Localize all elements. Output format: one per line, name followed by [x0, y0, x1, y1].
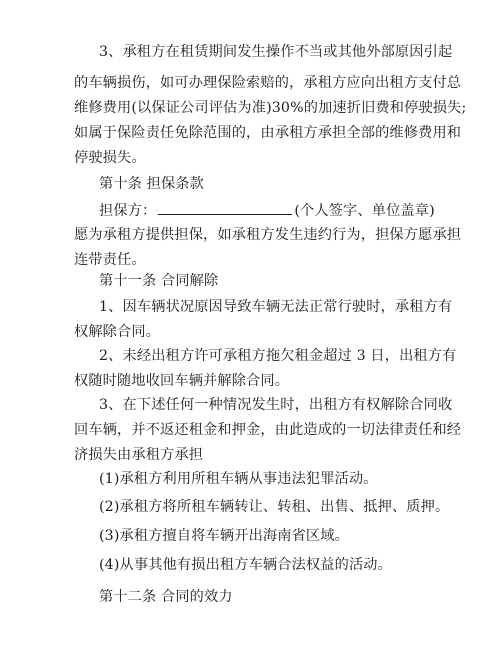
clause3-line3: 维修费用(以保证公司评估为准)30%的加速折旧费和停驶损失; — [74, 100, 467, 116]
article11-p3-line3: 济损失由承租方承担 — [74, 447, 204, 463]
article10-line2: 愿为承租方提供担保，如承租方发生违约行为，担保方愿承担 — [74, 227, 462, 243]
guarantor-note: (个人签字、单位盖章) — [294, 203, 435, 219]
article11-p1-line2: 权解除合同。 — [74, 324, 161, 340]
guarantor-signature-blank — [158, 200, 292, 215]
article11-p2-line2: 权随时随地收回车辆并解除合同。 — [74, 373, 290, 389]
clause3-line2: 的车辆损伤，如可办理保险索赔的，承租方应向出租方支付总 — [74, 75, 462, 91]
article12-heading: 第十二条 合同的效力 — [99, 589, 233, 605]
article11-item2: (2)承租方将所租车辆转让、转租、出售、抵押、质押。 — [99, 499, 450, 515]
guarantor-line — [99, 200, 435, 221]
article11-item4: (4)从事其他有损出租方车辆合法权益的活动。 — [99, 557, 392, 573]
article11-p3-line2: 回车辆，并不返还租金和押金，由此造成的一切法律责任和经 — [74, 422, 462, 438]
article11-p1-line1: 1、因车辆状况原因导致车辆无法正常行驶时，承租方有 — [99, 299, 453, 315]
guarantor-label: 担保方： — [99, 203, 157, 219]
article11-heading: 第十一条 合同解除 — [99, 273, 219, 289]
clause3-line1: 3、承租方在租赁期间发生操作不当或其他外部原因引起 — [99, 44, 453, 60]
article10-line3: 连带责任。 — [74, 252, 146, 268]
article11-p2-line1: 2、未经出租方许可承租方拖欠租金超过 3 日，出租方有 — [99, 348, 457, 364]
article11-item3: (3)承租方擅自将车辆开出海南省区域。 — [99, 528, 349, 544]
clause3-line5: 停驶损失。 — [74, 150, 146, 166]
clause3-line4: 如属于保险责任免除范围的，由承租方承担全部的维修费用和 — [74, 125, 462, 141]
article11-p3-line1: 3、在下述任何一种情况发生时，出租方有权解除合同收 — [99, 397, 453, 413]
article10-heading: 第十条 担保条款 — [99, 176, 205, 192]
article11-item1: (1)承租方利用所租车辆从事违法犯罪活动。 — [99, 471, 378, 487]
